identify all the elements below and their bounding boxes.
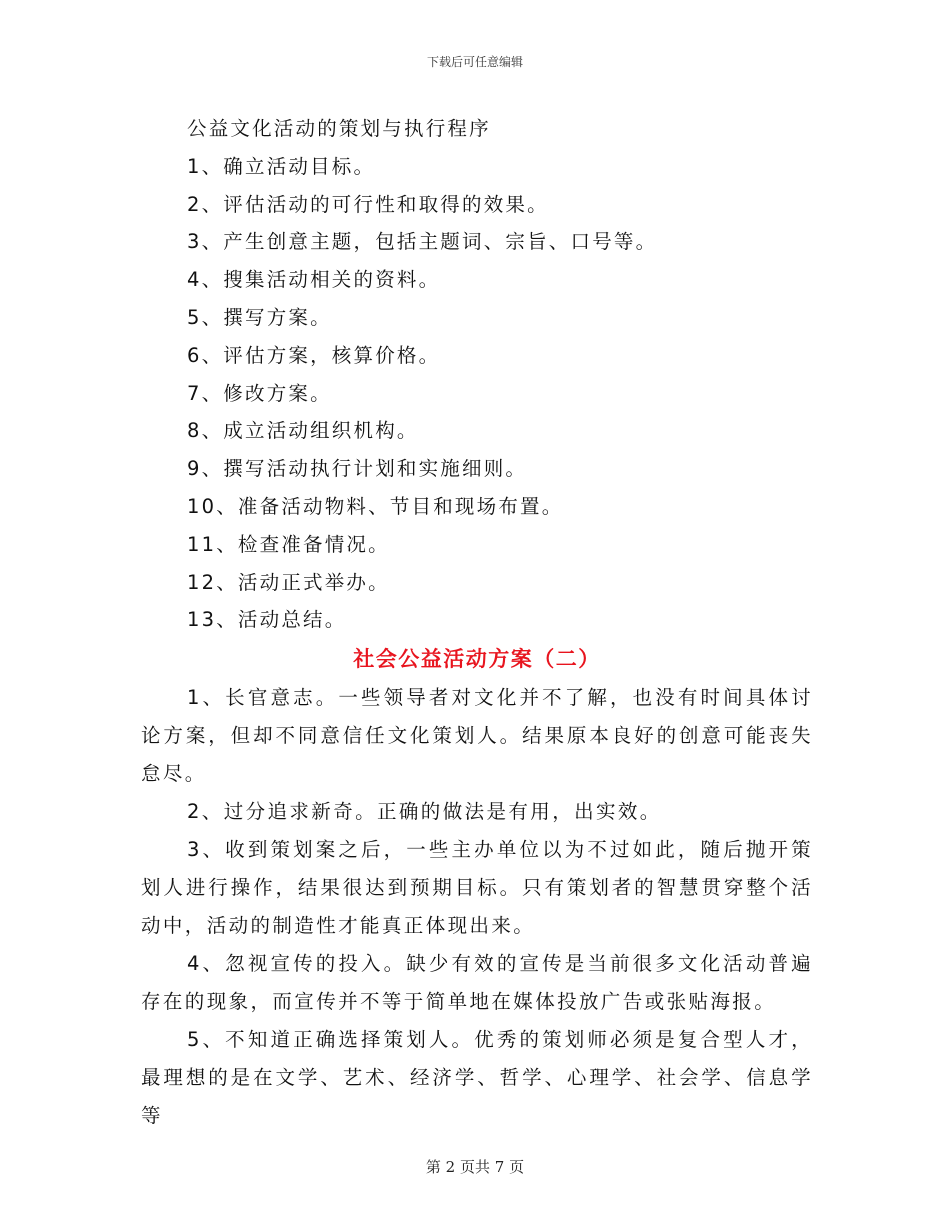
list-item: 13、活动总结。 xyxy=(187,608,347,632)
list-item: 7、修改方案。 xyxy=(187,381,332,405)
paragraph: 5、不知道正确选择策划人。优秀的策划师必须是复合型人才，最理想的是在文学、艺术、经济学、哲学、心理学、社会学、信息学等 xyxy=(141,1028,813,1128)
step-list xyxy=(141,148,813,639)
list-item: 9、撰写活动执行计划和实施细则。 xyxy=(187,457,528,481)
list-item: 2、评估活动的可行性和取得的效果。 xyxy=(187,192,549,216)
list-item: 10、准备活动物料、节目和现场布置。 xyxy=(187,494,564,518)
list-item: 3、产生创意主题，包括主题词、宗旨、口号等。 xyxy=(187,230,658,254)
list-item: 11、检查准备情况。 xyxy=(187,532,390,556)
list-item: 8、成立活动组织机构。 xyxy=(187,419,419,443)
list-item: 5、撰写方案。 xyxy=(187,305,332,329)
list-item: 4、搜集活动相关的资料。 xyxy=(187,268,441,292)
intro-title: 公益文化活动的策划与执行程序 xyxy=(187,117,491,140)
document-body xyxy=(141,110,813,1135)
section-title: 社会公益活动方案（二） xyxy=(353,647,601,672)
paragraph: 3、收到策划案之后，一些主办单位以为不过如此，随后抛开策划人进行操作，结果很达到预期目标。只有策划者的智慧贯穿整个活动中，活动的制造性才能真正体现出来。 xyxy=(141,838,813,938)
paragraph: 2、过分追求新奇。正确的做法是有用，出实效。 xyxy=(187,800,662,824)
list-item: 12、活动正式举办。 xyxy=(187,570,390,594)
page-footer: 第 2 页共 7 页 xyxy=(425,1158,525,1176)
list-item: 1、确立活动目标。 xyxy=(187,154,376,178)
section-paragraphs xyxy=(141,679,813,1135)
paragraph: 1、长官意志。一些领导者对文化并不了解，也没有时间具体讨论方案，但却不同意信任文化策划人。结果原本良好的创意可能丧失怠尽。 xyxy=(141,686,813,786)
page-header: 下载后可任意编辑 xyxy=(426,55,523,69)
paragraph: 4、忽视宣传的投入。缺少有效的宣传是当前很多文化活动普遍存在的现象，而宣传并不等于简单地在媒体投放广告或张贴海报。 xyxy=(141,952,813,1014)
list-item: 6、评估方案，核算价格。 xyxy=(187,343,441,367)
